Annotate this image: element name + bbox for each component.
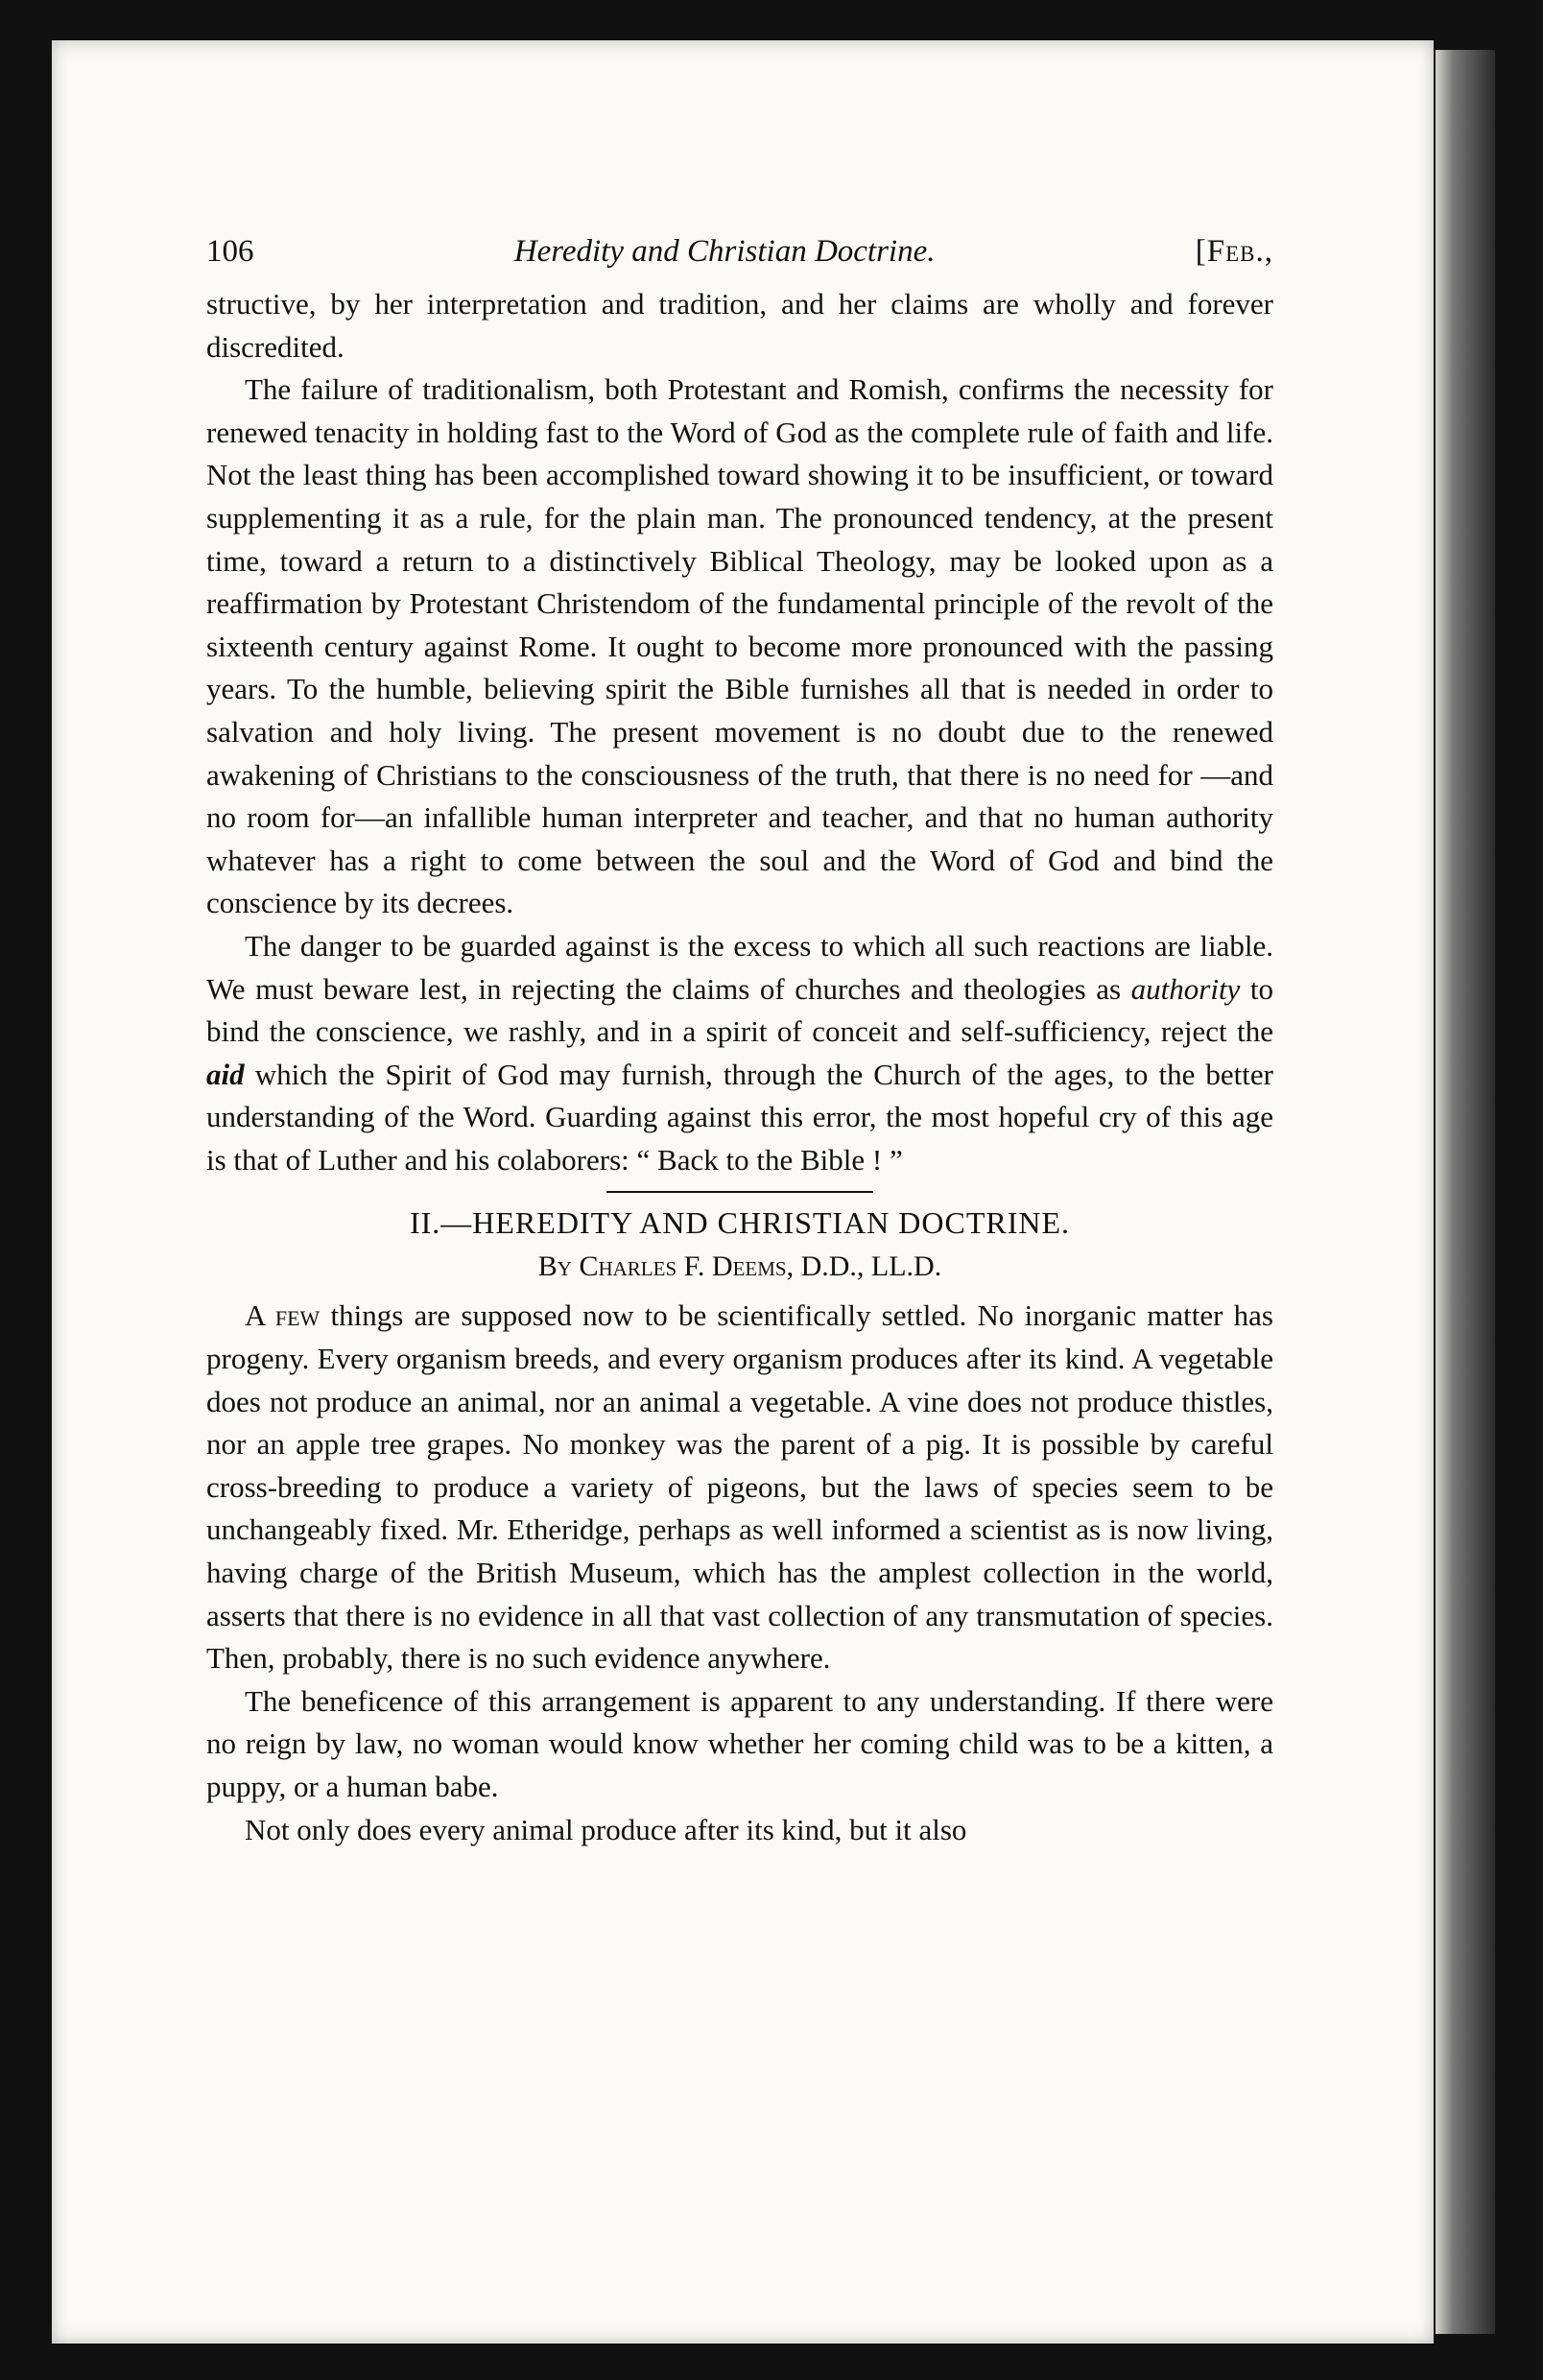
running-month: [Feb., <box>1195 234 1273 269</box>
paragraph-3-part-2: to bind the conscience, we rashly, and in a spirit of conceit and self-sufficiency, reject the <box>206 971 1273 1049</box>
paragraph-5: The beneficence of this arrangement is apparent to any understanding. If there were no reign by law, no woman would know whether her coming child was to be a kitten, a puppy, or a human babe. <box>206 1683 1273 1803</box>
paragraph-1: structive, by her interpretation and tradition, and her claims are wholly and forever discredited. <box>206 287 1273 364</box>
paragraph-3-part-3: which the Spirit of God may furnish, through the Church of the ages, to the better understanding of the Word. Guarding against this error, the most hopeful cry of this age is that of Luther and his colaborers: “ Back to the Bible ! ” <box>206 1057 1273 1177</box>
paragraph-6: Not only does every animal produce after its kind, but it also <box>245 1812 967 1846</box>
running-head <box>206 234 1273 270</box>
emphasis-authority: authority <box>1130 971 1241 1006</box>
paragraph-4 <box>206 1295 1273 1679</box>
paragraph-4-rest: things are supposed now to be scientifically settled. No inorganic matter has progeny. Every organism breeds, and every organism produces after its kind. A vegetable does not produce an animal, nor an animal a vegetable. A vine does not produce thistles, nor an apple tree grapes. No monkey was the parent of a pig. It is possible by careful cross-breeding to produce a variety of pigeons, but the laws of species seem to be unchangeably fixed. Mr. Etheridge, perhaps as well informed a scientist as is now living, having charge of the British Museum, which has the amplest collection in the world, asserts that there is no evidence in all that vast collection of any transmutation of species. Then, probably, there is no such evidence anywhere. <box>206 1298 1273 1676</box>
book-edge <box>1436 50 1495 2334</box>
paragraph-4-lead: A few <box>245 1298 320 1333</box>
page-number: 106 <box>206 234 254 269</box>
paragraph-3-part-1: The danger to be guarded against is the excess to which all such reactions are liable. We must beware lest, in rejecting the claims of churches and theologies as <box>206 928 1273 1006</box>
article-byline: By Charles F. Deems, D.D., LL.D. <box>537 1250 942 1283</box>
running-title: Heredity and Christian Doctrine. <box>513 234 936 269</box>
section-divider <box>606 1191 873 1193</box>
emphasis-aid: aid <box>206 1057 245 1091</box>
paragraph-3 <box>206 925 1273 1182</box>
page-content <box>206 234 1273 1851</box>
article-heading: II.—HEREDITY AND CHRISTIAN DOCTRINE. <box>409 1205 1071 1241</box>
paragraph-2: The failure of traditionalism, both Protestant and Romish, confirms the necessity for renewed tenacity in holding fast to the Word of God as the complete rule of faith and life. Not the least thing has been accomplished toward showing it to be insufficient, or toward supplementing it as a rule, for the plain man. The pronounced tendency, at the present time, toward a return to a distinctively Biblical Theology, may be looked upon as a reaffirmation by Protestant Christendom of the fundamental principle of the revolt of the sixteenth century against Rome. It ought to become more pronounced with the passing years. To the humble, believing spirit the Bible furnishes all that is needed in order to salvation and holy living. The present movement is no doubt due to the renewed awakening of Christians to the consciousness of the truth, that there is no need for —and no room for—an infallible human interpreter and teacher, and that no human authority whatever has a right to come between the soul and the Word of God and bind the conscience by its decrees. <box>206 372 1273 920</box>
